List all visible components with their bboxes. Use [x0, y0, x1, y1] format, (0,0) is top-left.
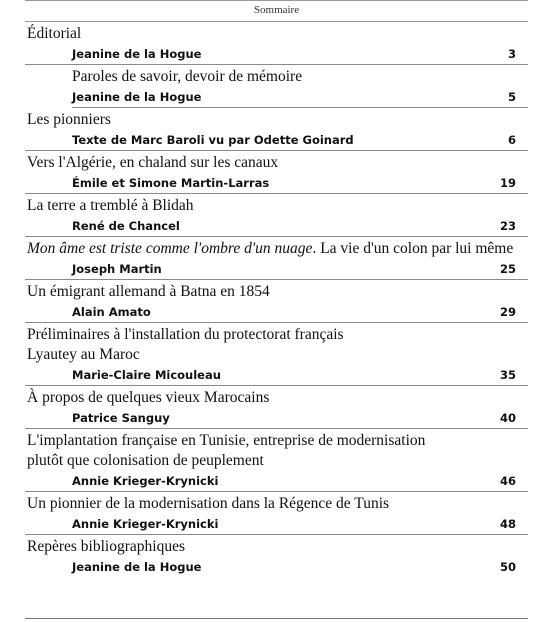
entry-title-line: L'implantation française en Tunisie, entreprise de modernisation	[27, 432, 426, 449]
entry-page-number: 5	[507, 90, 516, 104]
entry-author: Patrice Sanguy	[72, 411, 170, 425]
entry-author: Joseph Martin	[72, 262, 162, 276]
toc-entry	[25, 151, 528, 194]
toc-entry	[25, 492, 528, 535]
entry-title-line: Préliminaires à l'installation du protectorat français	[27, 326, 344, 343]
entry-title: Vers l'Algérie, en chaland sur les canaux	[27, 154, 279, 171]
entry-title: Éditorial	[27, 25, 82, 42]
entry-title: Paroles de savoir, devoir de mémoire	[72, 68, 303, 85]
entry-author: Jeanine de la Hogue	[72, 47, 202, 61]
entry-author: Jeanine de la Hogue	[72, 560, 202, 574]
entry-page-number: 19	[499, 176, 516, 190]
entry-author: René de Chancel	[72, 219, 180, 233]
entry-page-number: 35	[499, 368, 516, 382]
toc-entry	[25, 429, 528, 492]
entry-author: Jeanine de la Hogue	[72, 90, 202, 104]
entry-page-number: 6	[507, 133, 516, 147]
entry-page-number: 40	[499, 411, 516, 425]
toc-list	[25, 22, 528, 577]
entry-page-number: 50	[499, 560, 516, 574]
entry-title	[27, 431, 516, 471]
entry-author: Émile et Simone Martin-Larras	[72, 176, 270, 190]
entry-page-number: 25	[499, 262, 516, 276]
header-top-rule	[25, 0, 528, 1]
entry-title: Un pionnier de la modernisation dans la Régence de Tunis	[27, 495, 390, 512]
entry-author: Alain Amato	[72, 305, 151, 319]
entry-page-number: 48	[499, 517, 516, 531]
entry-title-italic: Mon âme est triste comme l'ombre d'un nuage	[27, 240, 313, 257]
toc-entry	[25, 194, 528, 237]
entry-title-line: plutôt que colonisation de peuplement	[27, 452, 264, 469]
entry-page-number: 3	[507, 47, 516, 61]
entry-page-number: 23	[499, 219, 516, 233]
footer-rule	[25, 618, 528, 619]
entry-title: Les pionniers	[27, 111, 111, 128]
entry-author: Marie-Claire Micouleau	[72, 368, 221, 382]
toc-entry	[25, 280, 528, 323]
toc-entry	[25, 535, 528, 577]
entry-title: À propos de quelques vieux Marocains	[27, 389, 270, 406]
entry-page-number: 46	[499, 474, 516, 488]
toc-entry	[72, 65, 528, 108]
entry-author: Annie Krieger-Krynicki	[72, 474, 219, 488]
entry-author: Annie Krieger-Krynicki	[72, 517, 219, 531]
entry-page-number: 29	[499, 305, 516, 319]
entry-author: Texte de Marc Baroli vu par Odette Goinard	[72, 133, 354, 147]
toc-entry	[25, 323, 528, 386]
toc-entry	[25, 237, 528, 280]
entry-title	[27, 325, 516, 365]
toc-entry	[25, 108, 528, 151]
entry-title-rest: . La vie d'un colon par lui même	[312, 240, 514, 257]
entry-title: Repères bibliographiques	[27, 538, 185, 555]
entry-title: Un émigrant allemand à Batna en 1854	[27, 283, 270, 300]
entry-title-line: Lyautey au Maroc	[27, 346, 140, 363]
entry-title	[27, 239, 516, 259]
page-header-title: Sommaire	[253, 4, 300, 16]
entry-title: La terre a tremblé à Blidah	[27, 197, 194, 214]
toc-entry	[25, 386, 528, 429]
toc-entry	[25, 22, 528, 65]
